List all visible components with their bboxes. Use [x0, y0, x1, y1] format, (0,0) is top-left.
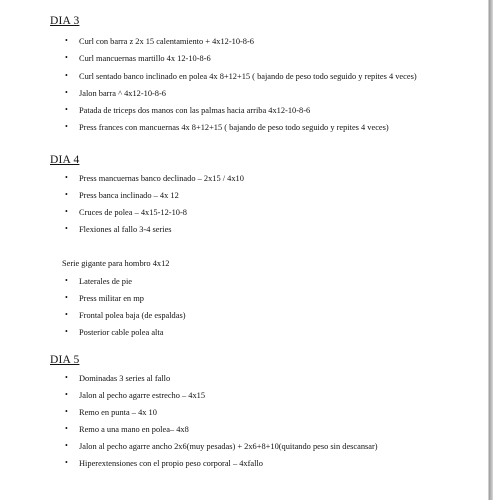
list-item-label: Dominadas 3 series al fallo: [79, 374, 171, 383]
list-item-label: Laterales de pie: [79, 277, 133, 286]
bullet: •: [65, 173, 68, 182]
page-edge-shadow: [489, 0, 493, 500]
bullet: •: [65, 458, 68, 467]
section-heading-dia-3: DIA 3: [50, 15, 80, 27]
bullet: •: [65, 407, 68, 416]
list-item-label: Hiperextensiones con el propio peso corporal – 4xfallo: [79, 459, 263, 468]
list-item-label: Posterior cable polea alta: [79, 328, 164, 337]
list-item-label: Frontal polea baja (de espaldas): [79, 311, 186, 320]
bullet: •: [65, 207, 68, 216]
list-item-label: Patada de triceps dos manos con las palmas hacia arriba 4x12-10-8-6: [79, 106, 311, 115]
bullet: •: [65, 53, 68, 62]
bullet: •: [65, 276, 68, 285]
list-item-label: Cruces de polea – 4x15-12-10-8: [79, 208, 187, 217]
bullet: •: [65, 88, 68, 97]
list-item-label: Press frances con mancuernas 4x 8+12+15 ( bajando de peso todo seguido y repites 4 veces): [79, 123, 389, 132]
bullet: •: [65, 224, 68, 233]
bullet: •: [65, 190, 68, 199]
bullet: •: [65, 105, 68, 114]
list-item-label: Curl mancuernas martillo 4x 12-10-8-6: [79, 54, 211, 63]
bullet: •: [65, 390, 68, 399]
list-item-label: Jalon al pecho agarre estrecho – 4x15: [79, 391, 206, 400]
list-item-label: Remo en punta – 4x 10: [79, 408, 157, 417]
list-item-label: Jalon barra ^ 4x12-10-8-6: [79, 89, 166, 98]
section-heading-dia-5: DIA 5: [50, 354, 80, 366]
bullet: •: [65, 441, 68, 450]
list-item-label: Press banca inclinado – 4x 12: [79, 191, 179, 200]
bullet: •: [65, 373, 68, 382]
bullet: •: [65, 310, 68, 319]
bullet: •: [65, 293, 68, 302]
list-item-label: Curl con barra z 2x 15 calentamiento + 4x12-10-8-6: [79, 37, 254, 46]
list-item-label: Curl sentado banco inclinado en polea 4x 8+12+15 ( bajando de peso todo seguido y repites 4 veces): [79, 72, 417, 81]
list-item-label: Press militar en mp: [79, 294, 144, 303]
section-heading-dia-4: DIA 4: [50, 154, 80, 166]
bullet: •: [65, 36, 68, 45]
bullet: •: [65, 122, 68, 131]
list-item-label: Remo a una mano en polea– 4x8: [79, 425, 189, 434]
list-item-label: Flexiones al fallo 3-4 series: [79, 225, 172, 234]
list-item-label: Press mancuernas banco declinado – 2x15 / 4x10: [79, 174, 244, 183]
subheading-serie-gigante: Serie gigante para hombro 4x12: [62, 259, 170, 268]
bullet: •: [65, 327, 68, 336]
bullet: •: [65, 424, 68, 433]
list-item-label: Jalon al pecho agarre ancho 2x6(muy pesadas) + 2x6+8+10(quitando peso sin descansar): [79, 442, 378, 451]
bullet: •: [65, 71, 68, 80]
